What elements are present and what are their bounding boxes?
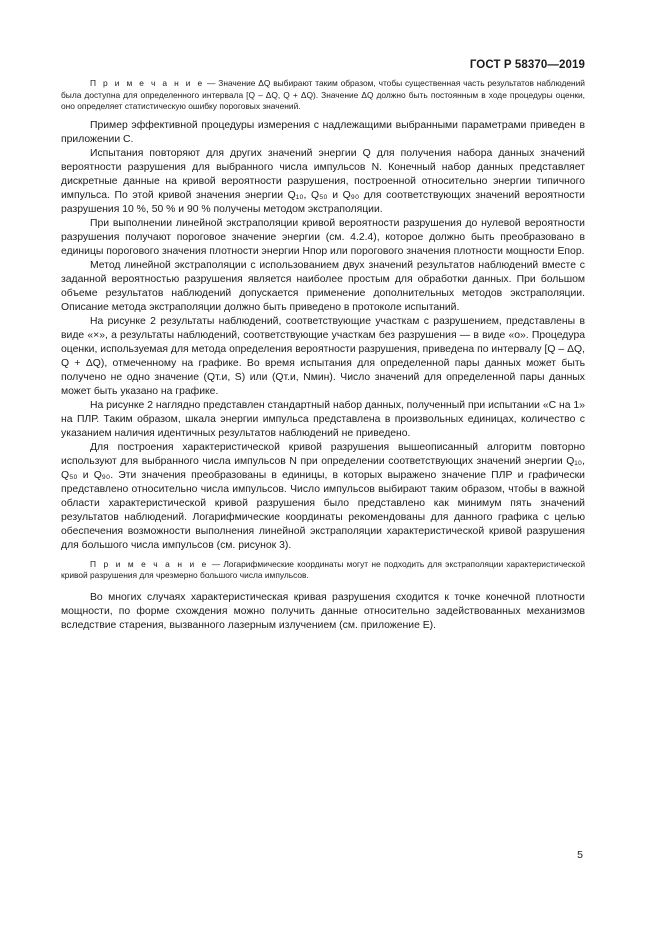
page-number: 5	[577, 849, 583, 861]
page-body	[61, 78, 585, 633]
note-label: П р и м е ч а н и е	[90, 78, 205, 88]
paragraph: Метод линейной экстраполяции с использованием двух значений результатов наблюдений вместе с заданной вероятностью разрушения является наиболее простым для обработки данных. При большом объеме результатов наблюдений допускается применение дополнительных методов экстраполяции. Описание метода экстраполяции должно быть приведено в протоколе испытаний.	[61, 259, 585, 313]
paragraph: Испытания повторяют для других значений энергии Q для получения набора данных значений вероятности разрушения для выбранного числа импульсов N. Конечный набор данных представляет дискретные данные на кривой вероятности разрушения, построенной относительно энергии типичного импульса. По этой кривой значения энергии Q₁₀, Q₅₀ и Q₉₀ для соответствующих значений вероятности разрушения 10 %, 50 % и 90 % получены методом экстраполяции.	[61, 147, 585, 215]
note-1	[61, 78, 585, 113]
paragraph: Пример эффективной процедуры измерения с надлежащими выбранными параметрами приведен в приложении С.	[61, 119, 585, 145]
standard-designation: ГОСТ Р 58370—2019	[469, 59, 585, 71]
paragraph: Для построения характеристической кривой разрушения вышеописанный алгоритм повторно используют для выбранного числа импульсов N при определении соответствующих значений энергии Q₁₀, Q₅₀ и Q₉₀. Эти значения преобразованы в единицы, в которых выражено значение ПЛР и графически представлено относительно числа импульсов. Число импульсов выбирают таким образом, чтобы в важной области характеристической кривой разрушения было представлено как минимум пять значений результатов наблюдений. Логарифмические координаты рекомендованы для данного графика с целью обеспечения возможности выполнения линейной экстраполяции характеристической кривой разрушения для большого числа импульсов (см. рисунок 3).	[61, 441, 585, 551]
final-paragraph: Во многих случаях характеристическая кривая разрушения сходится к точке конечной плотности мощности, по форме схождения можно получить данные относительно задействованных механизмов вследствие старения, вызванного лазерным излучением (см. приложение Е).	[61, 591, 585, 631]
paragraph: При выполнении линейной экстраполяции кривой вероятности разрушения до нулевой вероятности разрушения получают пороговое значение энергии (см. 4.2.4), которое должно быть преобразовано в единицы порогового значения плотности энергии Hпор или порогового значения плотности мощности Eпор.	[61, 217, 585, 257]
paragraph: На рисунке 2 наглядно представлен стандартный набор данных, полученный при испытании «С на 1» на ПЛР. Таким образом, шкала энергии импульса представлена в произвольных единицах, количество с указанием наличия идентичных результатов наблюдений не приведено.	[61, 399, 585, 439]
note-text: — Значение ΔQ выбирают таким образом, чтобы существенная часть результатов наблюдений была доступна для определенного интервала [Q – ΔQ, Q + ΔQ). Значение ΔQ должно быть постоянным в ходе процедуры оценки, оно определяет статистическую ошибку пороговых значений.	[61, 78, 585, 112]
paragraph: На рисунке 2 результаты наблюдений, соответствующие участкам с разрушением, представлены в виде «×», а результаты наблюдений, соответствующие участкам без разрушения — в виде «о». Процедура оценки, используемая для метода определения вероятности разрушения, приведена по интервалу [Q – ΔQ, Q + ΔQ), отмеченному на графике. Во время испытания для определенной пары данных может быть получено не одно значение (Qт.и, S) или (Qт.и, Nмин). Число значений для определенной пары данных может быть указано на графике.	[61, 315, 585, 397]
note-text: — Логарифмические координаты могут не подходить для экстраполяции характеристической кривой разрушения для чрезмерно большого числа импульсов.	[61, 558, 585, 581]
note-label: П р и м е ч а н и е	[90, 558, 209, 569]
note-2	[61, 559, 585, 582]
